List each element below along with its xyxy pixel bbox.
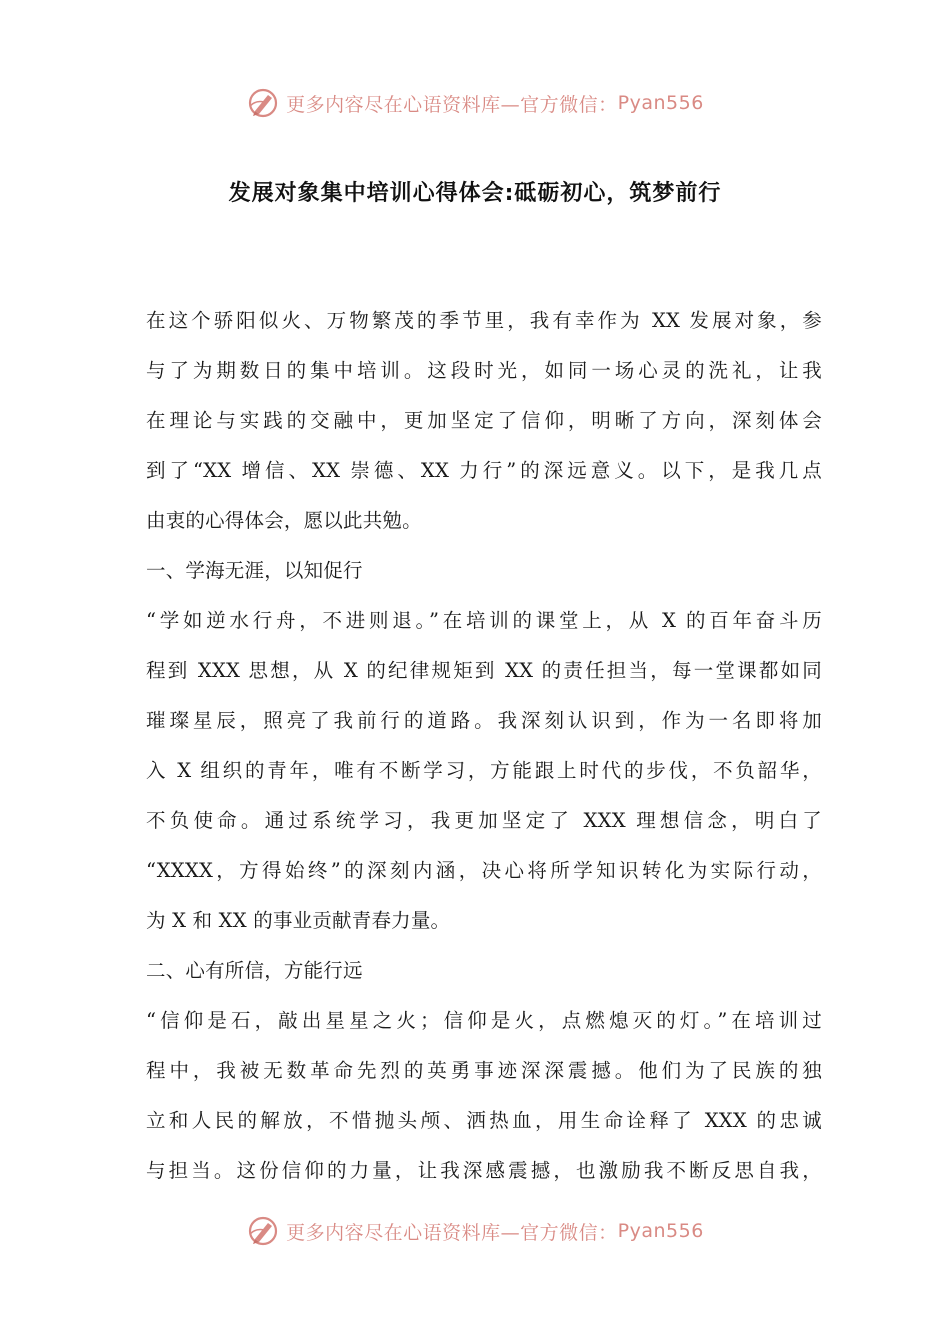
text-line: 程到 XXX 思想，从 X 的纪律规矩到 XX 的责任担当，每一堂课都如同: [146, 659, 822, 682]
pen-circle-logo-icon: [246, 86, 280, 120]
text-line: 与了为期数日的集中培训。这段时光，如同一场心灵的洗礼，让我: [146, 359, 822, 382]
document-title: 发展对象集中培训心得体会:砥砺初心，筑梦前行: [228, 181, 722, 206]
text-line: “信仰是石，敲出星星之火；信仰是火，点燃熄灭的灯。”在培训过: [146, 1009, 822, 1032]
text-line: 程中，我被无数革命先烈的英勇事迹深深震撼。他们为了民族的独: [146, 1059, 822, 1082]
header-watermark: [0, 83, 950, 123]
text-line: 在这个骄阳似火、万物繁茂的季节里，我有幸作为 XX 发展对象，参: [146, 309, 822, 332]
text-line: 入 X 组织的青年，唯有不断学习，方能跟上时代的步伐，不负韶华，: [146, 759, 822, 782]
text-line: 璀璨星辰，照亮了我前行的道路。我深刻认识到，作为一名即将加: [146, 709, 822, 732]
section-heading: 二、心有所信，方能行远: [146, 959, 363, 982]
text-line: 不负使命。通过系统学习，我更加坚定了 XXX 理想信念，明白了: [146, 809, 822, 832]
watermark-wechat-id: Pyan556: [617, 1220, 704, 1242]
footer-watermark: [0, 1211, 950, 1251]
text-line: 立和人民的解放，不惜抛头颅、洒热血，用生命诠释了 XXX 的忠诚: [146, 1109, 822, 1132]
text-line: 为 X 和 XX 的事业贡献青春力量。: [146, 909, 451, 932]
section-heading: 一、学海无涯，以知促行: [146, 559, 363, 582]
document-body: [146, 296, 822, 1196]
text-line: “学如逆水行舟，不进则退。”在培训的课堂上，从 X 的百年奋斗历: [146, 609, 822, 632]
watermark-wechat-id: Pyan556: [617, 92, 704, 114]
text-line: 到了“XX 增信、XX 崇德、XX 力行”的深远意义。以下，是我几点: [146, 459, 822, 482]
watermark-text: 更多内容尽在心语资料库—官方微信：: [286, 1221, 618, 1244]
text-line: “XXXX，方得始终”的深刻内涵，决心将所学知识转化为实际行动，: [146, 859, 822, 882]
text-line: 在理论与实践的交融中，更加坚定了信仰，明晰了方向，深刻体会: [146, 409, 822, 432]
text-line: 由衷的心得体会，愿以此共勉。: [146, 509, 422, 532]
text-line: 与担当。这份信仰的力量，让我深感震撼，也激励我不断反思自我，: [146, 1159, 822, 1182]
pen-circle-logo-icon: [246, 1214, 280, 1248]
watermark-text: 更多内容尽在心语资料库—官方微信：: [286, 93, 618, 116]
